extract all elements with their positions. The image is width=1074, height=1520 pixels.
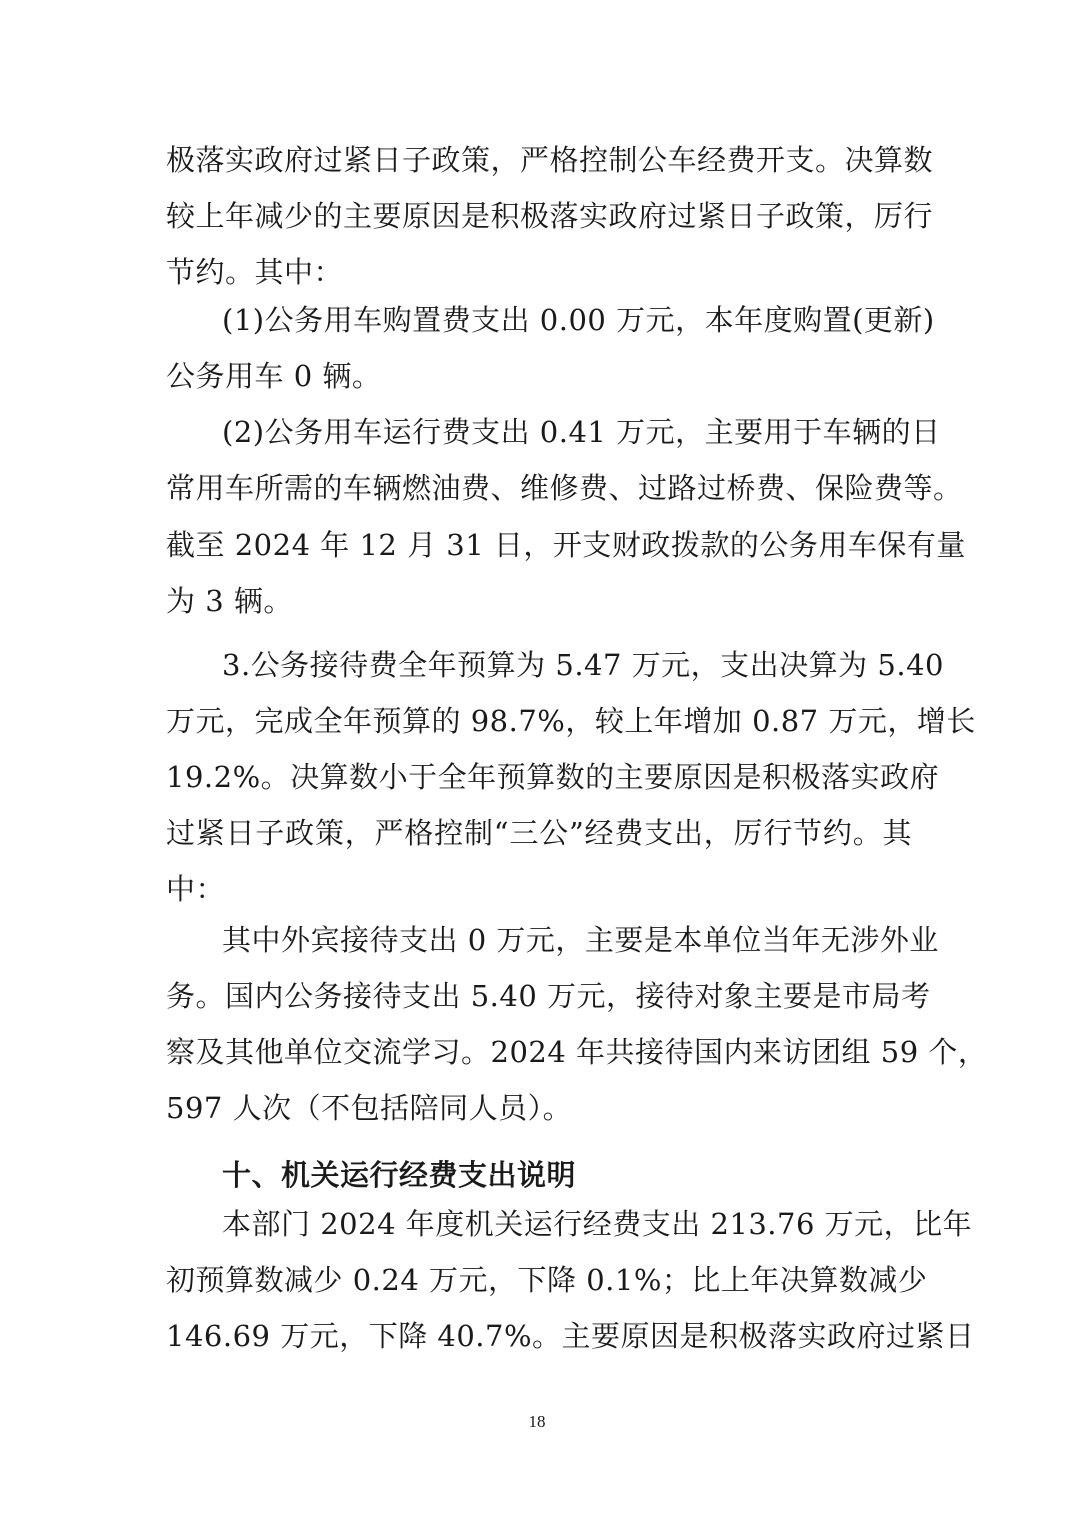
paragraph-line: 过紧日子政策，严格控制“三公”经费支出，厉行节约。其 (166, 816, 912, 850)
paragraph-line: 3.公务接待费全年预算为 5.47 万元，支出决算为 5.40 (222, 648, 944, 682)
paragraph-line: 较上年减少的主要原因是积极落实政府过紧日子政策，厉行 (166, 199, 934, 233)
paragraph-line: 146.69 万元，下降 40.7%。主要原因是积极落实政府过紧日 (166, 1319, 975, 1353)
paragraph-line: 节约。其中： (166, 255, 344, 289)
paragraph-line: 极落实政府过紧日子政策，严格控制公车经费开支。决算数 (166, 143, 934, 177)
paragraph-line: 初预算数减少 0.24 万元，下降 0.1%；比上年决算数减少 (166, 1263, 928, 1297)
paragraph-line: 察及其他单位交流学习。2024 年共接待国内来访团组 59 个， (166, 1035, 988, 1069)
paragraph-line: 597 人次（不包括陪同人员）。 (166, 1091, 573, 1125)
page-number: 18 (528, 1412, 546, 1431)
paragraph-line: 务。国内公务接待支出 5.40 万元，接待对象主要是市局考 (166, 979, 931, 1013)
paragraph-line: 19.2%。决算数小于全年预算数的主要原因是积极落实政府 (166, 760, 940, 794)
paragraph-line: (2)公务用车运行费支出 0.41 万元，主要用于车辆的日 (222, 415, 941, 449)
paragraph-line: 为 3 辆。 (166, 584, 293, 618)
paragraph-line: 公务用车 0 辆。 (166, 359, 382, 393)
paragraph-line: 中： (166, 872, 226, 906)
paragraph-line: 其中外宾接待支出 0 万元，主要是本单位当年无涉外业 (222, 923, 939, 957)
paragraph-line: 截至 2024 年 12 月 31 日，开支财政拨款的公务用车保有量 (166, 528, 966, 562)
paragraph-line: 万元，完成全年预算的 98.7%，较上年增加 0.87 万元，增长 (166, 704, 976, 738)
paragraph-line: (1)公务用车购置费支出 0.00 万元，本年度购置(更新) (222, 303, 935, 337)
section-heading: 十、机关运行经费支出说明 (222, 1158, 577, 1192)
paragraph-line: 常用车所需的车辆燃油费、维修费、过路过桥费、保险费等。 (166, 471, 963, 505)
paragraph-line: 本部门 2024 年度机关运行经费支出 213.76 万元，比年 (222, 1207, 973, 1241)
